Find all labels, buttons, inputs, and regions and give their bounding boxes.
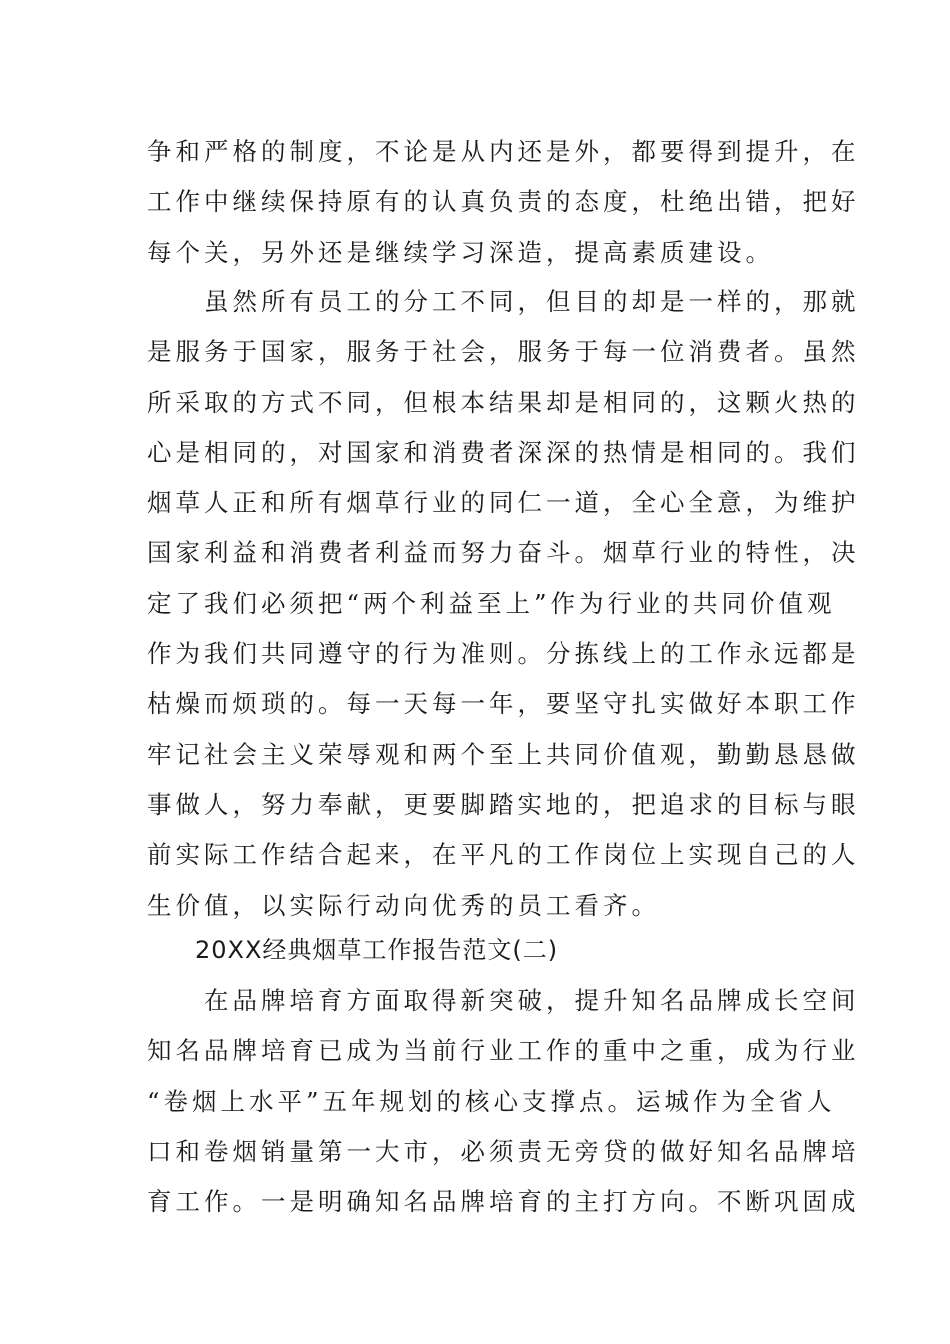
text-line: 每个关，另外还是继续学习深造，提高素质建设。 [147,237,774,267]
text-line: 口和卷烟销量第一大市，必须责无旁贷的做好知名品牌培 [147,1136,860,1166]
text-line: 枯燥而烦琐的。每一天每一年，要坚守扎实做好本职工作 [147,689,860,719]
text-line: 生价值，以实际行动向优秀的员工看齐。 [147,890,660,920]
text-line: “卷烟上水平”五年规划的核心支撑点。运城作为全省人 [147,1086,836,1116]
text-line: 烟草人正和所有烟草行业的同仁一道，全心全意，为维护 [147,488,860,518]
text-line: 知名品牌培育已成为当前行业工作的重中之重，成为行业 [147,1036,860,1066]
section-heading: 20XX经典烟草工作报告范文(二) [195,936,559,964]
text-line: 作为我们共同遵守的行为准则。分拣线上的工作永远都是 [147,639,860,669]
paragraph-3 [147,976,860,1227]
paragraph-1 [147,127,860,278]
text-line: 事做人，努力奉献，更要脚踏实地的，把追求的目标与眼 [147,789,860,819]
paragraph-2 [147,277,860,931]
text-line: 心是相同的，对国家和消费者深深的热情是相同的。我们 [147,437,860,467]
text-line: 国家利益和消费者利益而努力奋斗。烟草行业的特性，决 [147,538,860,568]
text-line: 争和严格的制度，不论是从内还是外，都要得到提升，在 [147,137,860,166]
text-line: 所采取的方式不同，但根本结果却是相同的，这颗火热的 [147,387,860,417]
text-line: 工作中继续保持原有的认真负责的态度，杜绝出错，把好 [147,187,860,217]
text-line: 牢记社会主义荣辱观和两个至上共同价值观，勤勤恳恳做 [147,739,860,769]
text-line: 定了我们必须把“两个利益至上”作为行业的共同价值观 [147,588,836,618]
text-line: 前实际工作结合起来，在平凡的工作岗位上实现自己的人 [147,840,860,870]
text-line: 在品牌培育方面取得新突破，提升知名品牌成长空间 [147,986,860,1015]
text-line: 是服务于国家，服务于社会，服务于每一位消费者。虽然 [147,337,860,367]
text-line: 育工作。一是明确知名品牌培育的主打方向。不断巩固成 [147,1187,860,1217]
text-line: 虽然所有员工的分工不同，但目的却是一样的，那就 [147,287,860,316]
